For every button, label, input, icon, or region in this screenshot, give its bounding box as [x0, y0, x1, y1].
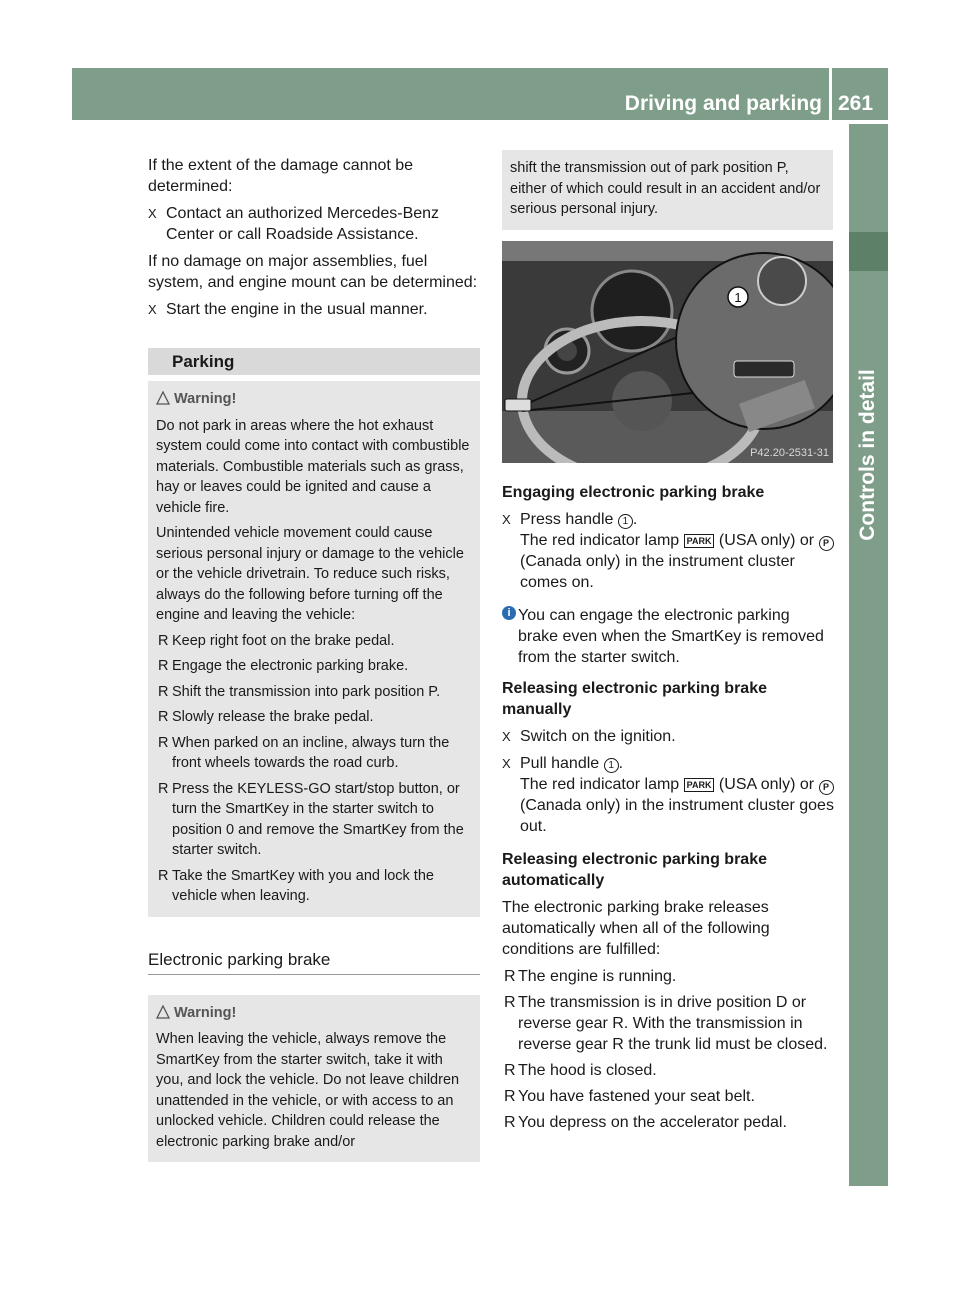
step-pull-handle: X Pull handle 1 . The red indicator lamp PARK (USA only) or P (Canada only) in the instrument cluster goes out. — [502, 755, 834, 835]
step-press-handle: X Press handle 1 . The red indicator lamp PARK (USA only) or P (Canada only) in the instrument cluster comes on. — [502, 509, 834, 593]
warning-bullet: R When parked on an incline, always turn the front wheels towards the road curb. — [158, 734, 450, 771]
step-contact — [148, 203, 480, 245]
warning-bullet: R Press the KEYLESS-GO start/stop button, or turn the SmartKey in the starter switch to position 0 and remove the SmartKey from the starter switch. — [158, 780, 464, 858]
side-tab-label: Controls in detail — [856, 369, 879, 541]
auto-bullet: R The engine is running. — [504, 968, 677, 985]
handle-number-icon: 1 — [604, 758, 619, 773]
warning-continuation-text: shift the transmission out of park position P, either of which could result in an accident and/or serious personal injury. — [510, 160, 821, 217]
warning-box-epb — [148, 995, 480, 1163]
warning-title: Warning! — [156, 389, 474, 410]
para-no-damage: If no damage on major assemblies, fuel system, and engine mount can be determined: — [148, 253, 478, 291]
auto-bullet: R You depress on the accelerator pedal. — [504, 1114, 787, 1131]
step-marker: X — [148, 206, 157, 221]
step-text: Contact an authorized Mercedes-Benz Center or call Roadside Assistance. — [166, 205, 440, 243]
step-marker: X — [502, 756, 511, 771]
warning-title: Warning! — [156, 1003, 474, 1024]
park-lamp-icon: PARK — [684, 534, 715, 548]
handle-number-icon: 1 — [618, 514, 633, 529]
releasing-auto-heading: Releasing electronic parking brake automatically — [502, 851, 767, 889]
info-note: i You can engage the electronic parking brake even when the SmartKey is removed from the starter switch. — [502, 605, 834, 668]
side-tab-marker — [849, 232, 888, 271]
dashboard-illustration — [502, 241, 833, 463]
epb-heading: Electronic parking brake — [148, 949, 480, 975]
side-tab — [849, 124, 888, 1186]
park-lamp-icon: PARK — [684, 778, 715, 792]
step-marker: X — [148, 302, 157, 317]
step-text: Start the engine in the usual manner. — [166, 301, 428, 318]
auto-bullet: R The transmission is in drive position D or reverse gear R. With the transmission in reverse gear R the trunk lid must be closed. — [504, 994, 828, 1053]
warning-continuation-box — [502, 150, 833, 230]
warning-bullet: R Slowly release the brake pedal. — [158, 709, 374, 725]
warning-bullet: R Engage the electronic parking brake. — [158, 658, 409, 674]
releasing-manual-heading: Releasing electronic parking brake manually — [502, 680, 767, 718]
step-ignition: X Switch on the ignition. — [502, 728, 676, 745]
canada-park-lamp-icon: P — [819, 536, 834, 551]
warning-bullet: R Shift the transmission into park position P. — [158, 683, 441, 700]
auto-bullet: R You have fastened your seat belt. — [504, 1088, 755, 1105]
warning-paragraph-1: Do not park in areas where the hot exhaust system could come into contact with combustible materials. Combustible materials such as grass, hay or leaves could be ignited and cause a vehicle fire. — [156, 417, 470, 516]
figure-caption: P42.20-2531-31 — [750, 447, 829, 459]
step-marker: X — [502, 512, 511, 527]
canada-park-lamp-icon: P — [819, 780, 834, 795]
info-icon: i — [502, 606, 516, 620]
step-marker: X — [502, 729, 511, 744]
warning-bullet: R Keep right foot on the brake pedal. — [158, 632, 395, 649]
warning-bullet: R Take the SmartKey with you and lock the vehicle when leaving. — [158, 867, 434, 904]
warning-paragraph-2: Unintended vehicle movement could cause serious personal injury or damage to the vehicle or the vehicle drivetrain. To reduce such risks, always do the following before turning off the engine and leaving the vehicle: — [156, 525, 464, 623]
steering-wheel-figure — [502, 241, 833, 463]
engaging-heading: Engaging electronic parking brake — [502, 484, 765, 501]
parking-heading: Parking — [148, 348, 480, 375]
warning-triangle-icon — [156, 391, 170, 405]
step-start-engine — [148, 299, 480, 320]
warning-triangle-icon — [156, 1005, 170, 1019]
figure-callout-number: 1 — [734, 290, 742, 305]
page-number: 261 — [838, 92, 874, 115]
header-title: Driving and parking — [624, 92, 822, 115]
intro-text: If the extent of the damage cannot be determined: — [148, 157, 414, 195]
header-separator — [829, 68, 832, 120]
warning-box-parking — [148, 381, 480, 917]
left-column — [148, 155, 480, 1162]
warning-paragraph: When leaving the vehicle, always remove the SmartKey from the starter switch, take it with you, and lock the vehicle. Do not leave children unattended in the vehicle, or with access to an unlocked vehicle. Children could release the electronic parking brake and/or — [156, 1031, 460, 1150]
auto-bullet: R The hood is closed. — [504, 1062, 657, 1079]
right-column — [502, 482, 834, 1138]
auto-intro: The electronic parking brake releases automatically when all of the following conditions are fulfilled: — [502, 899, 770, 958]
